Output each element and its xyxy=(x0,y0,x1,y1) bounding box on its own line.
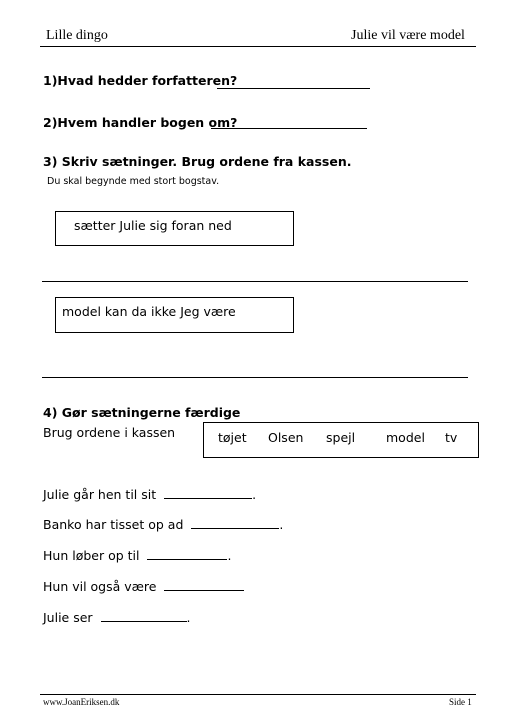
section-3-note: Du skal begynde med stort bogstav. xyxy=(47,176,220,187)
word-box-1-text: sætter Julie sig foran ned xyxy=(74,218,232,233)
sentence-text: Julie ser xyxy=(43,610,93,625)
footer-left: www.JoanEriksen.dk xyxy=(43,697,120,707)
fill-blank[interactable] xyxy=(147,547,227,560)
word-bank-item: tøjet xyxy=(218,430,247,445)
question-2-text: 2)Hvem handler bogen om? xyxy=(43,115,238,130)
word-bank-item: Olsen xyxy=(268,430,304,445)
sentence-row xyxy=(43,547,231,563)
header-right: Julie vil være model xyxy=(351,28,465,43)
sentence-end: . xyxy=(227,548,232,563)
answer-line-2[interactable] xyxy=(211,128,367,129)
fill-blank[interactable] xyxy=(164,486,252,499)
sentence-row xyxy=(43,609,191,625)
sentence-end: . xyxy=(279,517,284,532)
sentence-text: Julie går hen til sit xyxy=(43,487,157,502)
section-3-title: 3) Skriv sætninger. Brug ordene fra kassen. xyxy=(43,154,352,169)
section-4-title: 4) Gør sætningerne færdige xyxy=(43,405,241,420)
word-bank-item: model xyxy=(386,430,425,445)
sentence-end: . xyxy=(186,610,191,625)
sentence-row xyxy=(43,516,283,532)
word-box-2-text: model kan da ikke Jeg være xyxy=(62,304,236,319)
word-box-1 xyxy=(55,211,294,246)
word-box-2 xyxy=(55,297,294,333)
question-1-text: 1)Hvad hedder forfatteren? xyxy=(43,73,238,88)
answer-line-1[interactable] xyxy=(217,88,370,89)
footer-divider xyxy=(40,694,476,695)
sentence-end: . xyxy=(252,487,257,502)
word-bank-box xyxy=(203,422,479,458)
header-divider xyxy=(40,46,476,47)
question-1 xyxy=(43,73,237,88)
question-2 xyxy=(43,115,237,130)
header-left: Lille dingo xyxy=(46,28,108,43)
sentence-line-1[interactable] xyxy=(42,281,468,282)
sentence-text: Hun vil også være xyxy=(43,579,157,594)
section-4-instruction: Brug ordene i kassen xyxy=(43,425,176,440)
fill-blank[interactable] xyxy=(164,578,244,591)
sentence-line-2[interactable] xyxy=(42,377,468,378)
fill-blank[interactable] xyxy=(191,516,279,529)
sentence-text: Hun løber op til xyxy=(43,548,140,563)
word-bank-item: spejl xyxy=(326,430,356,445)
footer-right: Side 1 xyxy=(449,697,472,707)
sentence-row xyxy=(43,486,256,502)
fill-blank[interactable] xyxy=(101,609,187,622)
sentence-row xyxy=(43,578,244,594)
sentence-text: Banko har tisset op ad xyxy=(43,517,184,532)
word-bank-item: tv xyxy=(445,430,458,445)
